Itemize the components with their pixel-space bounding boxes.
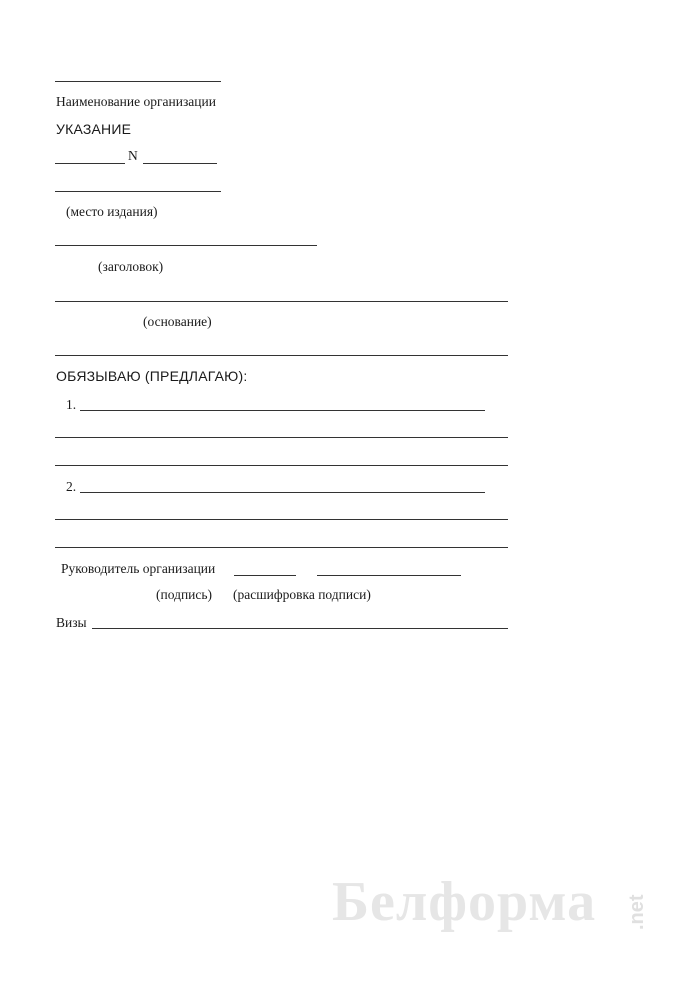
- date-line: [55, 163, 125, 164]
- place-label: (место издания): [66, 204, 158, 219]
- item-2-continuation-line-1: [55, 519, 508, 520]
- basis-continuation-line: [55, 355, 508, 356]
- org-name-line: [55, 81, 221, 82]
- signature-decode-line: [317, 575, 461, 576]
- item-1-line: [80, 410, 485, 411]
- oblige-heading: ОБЯЗЫВАЮ (ПРЕДЛАГАЮ):: [56, 368, 248, 384]
- item-1-continuation-line-2: [55, 465, 508, 466]
- item-2-line: [80, 492, 485, 493]
- number-sign: N: [128, 148, 138, 163]
- signature-decode-label: (расшифровка подписи): [233, 587, 371, 602]
- place-line: [55, 191, 221, 192]
- watermark-tld: .net: [626, 894, 648, 930]
- number-line: [143, 163, 217, 164]
- item-2-continuation-line-2: [55, 547, 508, 548]
- title-line: [55, 245, 317, 246]
- doc-type-title: УКАЗАНИЕ: [56, 121, 132, 137]
- signature-line: [234, 575, 296, 576]
- watermark-logo: Белформа: [332, 871, 597, 933]
- head-label: Руководитель организации: [61, 561, 216, 576]
- basis-line: [55, 301, 508, 302]
- basis-label: (основание): [143, 314, 212, 329]
- visas-line: [92, 628, 508, 629]
- visas-label: Визы: [56, 615, 87, 630]
- org-name-label: Наименование организации: [56, 94, 216, 109]
- title-label: (заголовок): [98, 259, 164, 274]
- item-1-continuation-line-1: [55, 437, 508, 438]
- item-2-number: 2.: [66, 479, 77, 494]
- signature-label: (подпись): [156, 587, 213, 602]
- item-1-number: 1.: [66, 397, 77, 412]
